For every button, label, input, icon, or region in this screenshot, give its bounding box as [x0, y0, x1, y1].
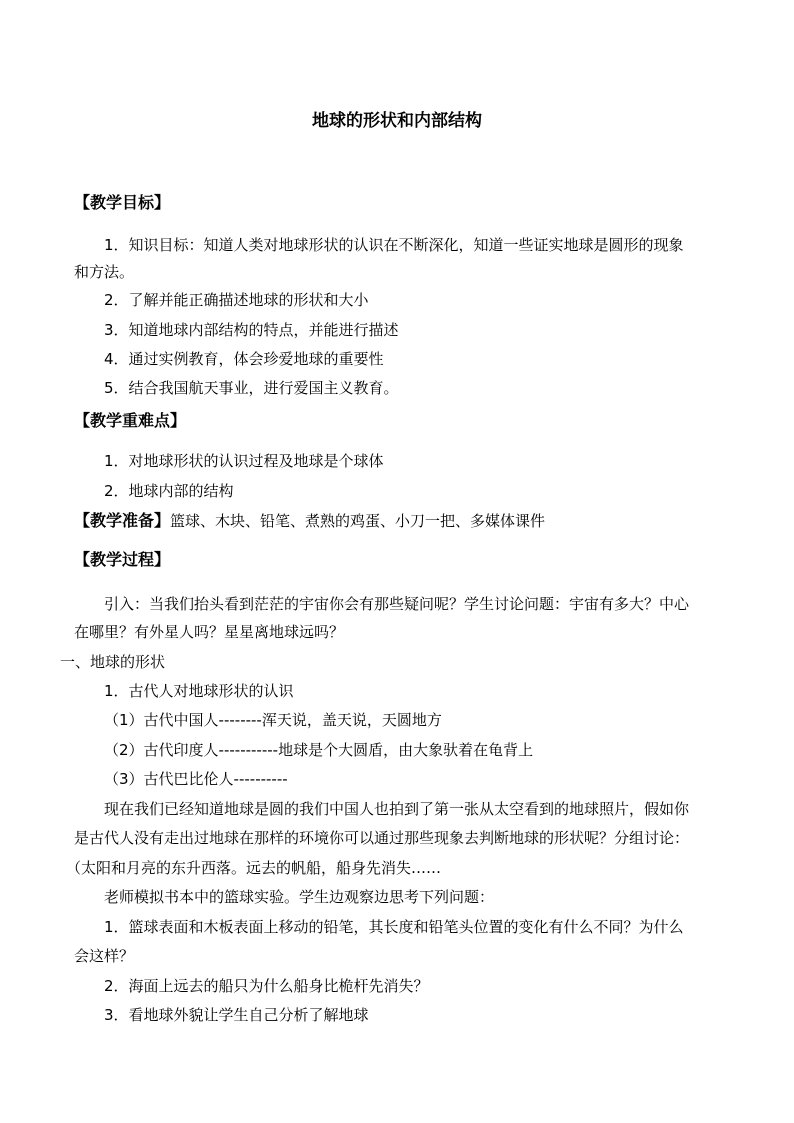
goals-heading: 【教学目标】 [74, 193, 171, 212]
goal-item: 和方法。 [74, 263, 135, 281]
process-line: 1．篮球表面和木板表面上移动的铅笔，其长度和铅笔头位置的变化有什么不同？为什么 [104, 918, 684, 936]
goal-item: 3．知道地球内部结构的特点，并能进行描述 [104, 321, 399, 339]
goal-item: 4．通过实例教育，体会珍爱地球的重要性 [104, 350, 384, 368]
process-line: （1）古代中国人--------浑天说，盖天说，天圆地方 [104, 711, 442, 729]
process-line: 在哪里？有外星人吗？星星离地球远吗？ [74, 623, 345, 641]
process-line: 现在我们已经知道地球是圆的我们中国人也拍到了第一张从太空看到的地球照片，假如你 [104, 800, 690, 818]
process-line: （3）古代巴比伦人---------- [104, 770, 288, 788]
key-point-item: 1．对地球形状的认识过程及地球是个球体 [104, 452, 384, 470]
process-line: 3．看地球外貌让学生自己分析了解地球 [104, 1006, 369, 1024]
process-line: 引入：当我们抬头看到茫茫的宇宙你会有那些疑问呢？学生讨论问题：宇宙有多大？中心 [104, 595, 690, 613]
preparation-text: 篮球、木块、铅笔、煮熟的鸡蛋、小刀一把、多媒体课件 [170, 512, 546, 530]
goal-item: 2．了解并能正确描述地球的形状和大小 [104, 291, 369, 309]
key-points-heading: 【教学重难点】 [74, 411, 187, 430]
process-line: （太阳和月亮的东升西落。远去的帆船，船身先消失…… [66, 859, 442, 877]
goal-item: 1．知识目标：知道人类对地球形状的认识在不断深化，知道一些证实地球是圆形的现象 [104, 236, 684, 254]
process-line: 一、地球的形状 [60, 653, 166, 671]
preparation-heading: 【教学准备】 [74, 511, 171, 530]
process-heading: 【教学过程】 [74, 550, 171, 569]
preparation-line [74, 511, 545, 531]
process-line: 2．海面上远去的船只为什么船身比桅杆先消失？ [104, 977, 429, 995]
process-line: 是古代人没有走出过地球在那样的环境你可以通过那些现象去判断地球的形状呢？分组讨论： [74, 829, 690, 847]
process-line: （2）古代印度人-----------地球是个大圆盾，由大象驮着在龟背上 [104, 741, 534, 759]
goal-item: 5．结合我国航天事业，进行爱国主义教育。 [104, 379, 399, 397]
process-line: 老师模拟书本中的篮球实验。学生边观察边思考下列问题： [104, 888, 495, 906]
key-point-item: 2．地球内部的结构 [104, 482, 234, 500]
page-title: 地球的形状和内部结构 [312, 111, 482, 131]
process-line: 1．古代人对地球形状的认识 [104, 682, 294, 700]
process-line: 会这样？ [74, 947, 135, 965]
